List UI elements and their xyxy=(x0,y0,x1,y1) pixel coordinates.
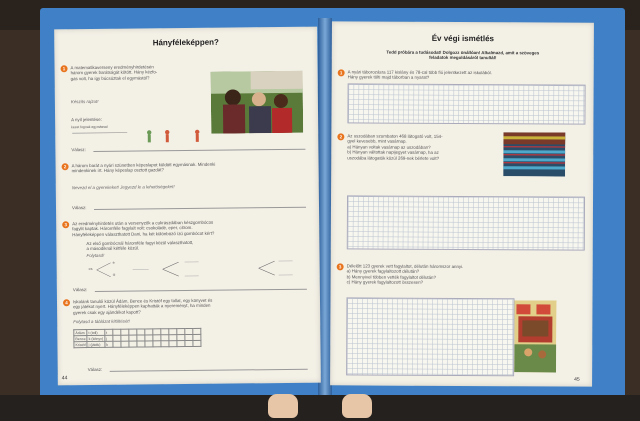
arrow-legend-caption: kezet fognak egymással xyxy=(71,124,108,130)
right-page xyxy=(330,21,594,386)
table-cell: t xyxy=(105,329,113,335)
answer-grid[interactable] xyxy=(347,195,585,250)
answer-label: Válasz: xyxy=(71,147,86,153)
left-page-title: Hányféleképpen? xyxy=(152,37,219,48)
task-text: Az uszodában szombaton 468 látogató volt, 154- gyel kevesebb, mint vasárnap. a) Hányan voltak vasárnap az uszodában? b) Hányan váltottak napijegyet vasárnap, ha az uszodába látogatók közül 269-nek bérlete volt? xyxy=(347,133,443,161)
tree-branch-label: ci xyxy=(112,272,116,277)
task-prompt: Nevezd el a gyerekeket! Jegyezd le a lehetőségeket! xyxy=(71,184,175,191)
photo-swimming-pool-illustration xyxy=(503,132,565,176)
task-prompt: Folytasd a táblázat kitöltését! xyxy=(73,318,130,325)
task-number: 3 xyxy=(62,221,69,228)
table-row xyxy=(74,340,201,347)
table-cell: Kristóf xyxy=(75,342,86,347)
left-thumb xyxy=(268,394,298,418)
choice-tree-diagrams xyxy=(93,257,303,281)
table-cell: Ádám xyxy=(74,330,87,336)
left-page xyxy=(54,27,321,386)
arrow-legend-label: A nyíl jelentése: xyxy=(71,116,102,123)
table-cell: j (játék) xyxy=(87,341,105,347)
task-text: Délelőtt 123 gyerek vett fagylaltot, délután háromszor annyi. a) Hány gyerek fagylaltozott délután? b) Mennyivel többen vették fagylaltot délután? c) Hány gyerek fagylaltozott összesen? xyxy=(346,263,464,286)
photo-children-illustration xyxy=(211,71,304,134)
page-number: 45 xyxy=(574,376,580,383)
background-bottom xyxy=(0,395,640,421)
tree-branch-label: e xyxy=(112,260,115,265)
task-subtext: Az első gombócnál háromféle fagyi közül választhatott, a másodiknál kétféle közül. xyxy=(86,239,194,252)
table-cell: k xyxy=(105,341,113,347)
table-cell: t (toll) xyxy=(87,329,105,335)
answer-label: Válasz: xyxy=(87,366,103,373)
photo-ice-cream-stand-illustration xyxy=(514,300,556,372)
page-number: 44 xyxy=(61,375,68,382)
task-number: 2 xyxy=(337,133,344,140)
task-number: 4 xyxy=(63,299,70,306)
task-number: 3 xyxy=(337,263,344,270)
task-text: Iskolánk tanulói közül Ádám, Bence és Kristóf egy tollat, egy könyvet és egy játékot nyert. Hányféleképpen kaphatták a nyereményt, ha minden gyerek csak egy ajándékot kapott? xyxy=(72,297,213,316)
right-thumb xyxy=(342,394,372,418)
task-text: A matematikaverseny eredményhirdetésén három gyerek barátságát kötött. Hány kézfo- gás volt, ha így búcsúztak el egymástól? xyxy=(70,64,158,82)
task-number: 1 xyxy=(61,65,68,72)
table-cell: j xyxy=(105,335,113,341)
answer-line xyxy=(93,149,305,152)
table-cell: Bence xyxy=(75,336,86,341)
right-page-title: Év végi ismétlés xyxy=(431,33,495,44)
answer-label: Válasz: xyxy=(72,287,88,293)
tree-root-label: cs xyxy=(88,266,93,272)
answer-line xyxy=(94,207,306,210)
arrow-and-figures-illustration xyxy=(69,128,205,147)
task-number: 1 xyxy=(338,69,345,76)
task-prompt: Folytasd! xyxy=(86,252,105,259)
intro-text: Tedd próbára a tudásodat! Dolgozz önállóan! Alkalmazd, amit a szöveges feladatok megoldásáról tanultál! xyxy=(386,49,540,61)
task-text: A nyári táborozásra 117 kislány és 78-cal több fiú jelentkezett az iskolából. Hány gyerek tölti majd táborban a nyarat? xyxy=(347,69,492,81)
task-prompt: Készíts rajzot! xyxy=(70,98,99,105)
task-text: A három barát a nyári szünetben képeslapot küldött egymásnak. Mindenki mindenkinek írt. Hány képeslap osztott gazdát? xyxy=(71,161,216,174)
answer-grid[interactable] xyxy=(347,83,585,124)
answer-line xyxy=(95,289,307,292)
answer-line xyxy=(110,369,308,372)
table-cell: k (könyv) xyxy=(88,336,104,341)
answer-label: Válasz: xyxy=(71,205,87,211)
answer-grid[interactable] xyxy=(346,297,514,376)
prize-table xyxy=(73,328,201,348)
task-number: 2 xyxy=(62,163,69,170)
task-text: Az eredményhirdetés után a versenyzők a cukrászdában készgombócos fagylit kaptak. Háromféle fagylalt volt: csokoládé, eper, citrom. Hányféleképpen választhatott Dani, ha két különböző ízű gombócot kért? xyxy=(72,219,215,238)
